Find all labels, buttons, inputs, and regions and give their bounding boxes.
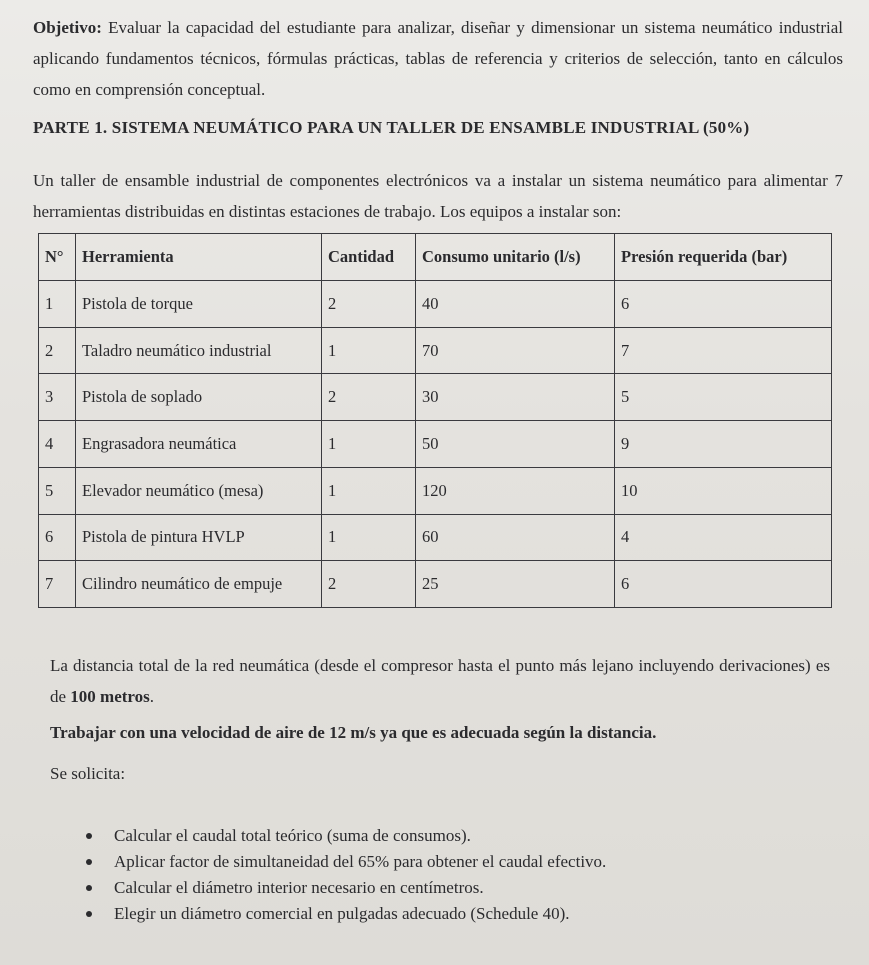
task-text: Elegir un diámetro comercial en pulgadas adecuado (Schedule 40).	[114, 904, 570, 923]
cell-quantity: 2	[322, 374, 416, 421]
part-title: PARTE 1. SISTEMA NEUMÁTICO PARA UN TALLER DE ENSAMBLE INDUSTRIAL (50%)	[33, 118, 750, 137]
cell-pressure: 7	[615, 327, 832, 374]
cell-tool: Engrasadora neumática	[76, 421, 322, 468]
cell-pressure: 6	[615, 561, 832, 608]
cell-consumption: 40	[416, 281, 615, 328]
cell-pressure: 4	[615, 514, 832, 561]
header-number: N°	[39, 234, 76, 281]
table-row	[39, 561, 832, 608]
table-row	[39, 374, 832, 421]
cell-quantity: 2	[322, 281, 416, 328]
bullet-icon	[86, 833, 92, 839]
cell-number: 3	[39, 374, 76, 421]
bullet-icon	[86, 859, 92, 865]
objective-paragraph	[33, 12, 843, 105]
cell-tool: Cilindro neumático de empuje	[76, 561, 322, 608]
list-item	[80, 849, 606, 875]
table-header-row	[39, 234, 832, 281]
cell-pressure: 6	[615, 281, 832, 328]
cell-consumption: 60	[416, 514, 615, 561]
cell-quantity: 1	[322, 467, 416, 514]
header-required-pressure: Presión requerida (bar)	[615, 234, 832, 281]
table-row	[39, 467, 832, 514]
cell-pressure: 5	[615, 374, 832, 421]
header-quantity: Cantidad	[322, 234, 416, 281]
task-text: Calcular el caudal total teórico (suma de consumos).	[114, 826, 471, 845]
cell-quantity: 2	[322, 561, 416, 608]
table-row	[39, 421, 832, 468]
cell-consumption: 25	[416, 561, 615, 608]
list-item	[80, 875, 606, 901]
cell-number: 2	[39, 327, 76, 374]
task-list	[80, 823, 606, 927]
header-tool: Herramienta	[76, 234, 322, 281]
table-row	[39, 514, 832, 561]
cell-tool: Pistola de pintura HVLP	[76, 514, 322, 561]
cell-consumption: 30	[416, 374, 615, 421]
cell-number: 1	[39, 281, 76, 328]
cell-consumption: 120	[416, 467, 615, 514]
header-unit-consumption: Consumo unitario (l/s)	[416, 234, 615, 281]
cell-quantity: 1	[322, 421, 416, 468]
requested-heading: Se solicita:	[50, 764, 126, 783]
cell-quantity: 1	[322, 327, 416, 374]
intro-paragraph: Un taller de ensamble industrial de componentes electrónicos va a instalar un sistema neumático para alimentar 7 herramientas distribuidas en distintas estaciones de trabajo. Los equipos a instalar son:	[33, 171, 843, 221]
bullet-icon	[86, 911, 92, 917]
cell-tool: Pistola de torque	[76, 281, 322, 328]
table-row	[39, 327, 832, 374]
distance-text: La distancia total de la red neumática (desde el compresor hasta el punto más lejano incluyendo derivaciones) es de	[50, 656, 830, 706]
bullet-icon	[86, 885, 92, 891]
cell-consumption: 50	[416, 421, 615, 468]
cell-number: 7	[39, 561, 76, 608]
cell-number: 6	[39, 514, 76, 561]
cell-tool: Taladro neumático industrial	[76, 327, 322, 374]
cell-tool: Pistola de soplado	[76, 374, 322, 421]
cell-pressure: 10	[615, 467, 832, 514]
tools-table	[38, 233, 832, 608]
distance-end: .	[149, 687, 155, 706]
task-text: Calcular el diámetro interior necesario en centímetros.	[114, 878, 484, 897]
distance-paragraph	[50, 650, 830, 712]
list-item	[80, 823, 606, 849]
cell-consumption: 70	[416, 327, 615, 374]
task-text: Aplicar factor de simultaneidad del 65% para obtener el caudal efectivo.	[114, 852, 607, 871]
velocity-note: Trabajar con una velocidad de aire de 12 m/s ya que es adecuada según la distancia.	[50, 723, 657, 742]
list-item	[80, 901, 606, 927]
distance-value: 100 metros	[70, 687, 150, 706]
cell-tool: Elevador neumático (mesa)	[76, 467, 322, 514]
cell-number: 5	[39, 467, 76, 514]
table-row	[39, 281, 832, 328]
cell-quantity: 1	[322, 514, 416, 561]
objective-text: Evaluar la capacidad del estudiante para analizar, diseñar y dimensionar un sistema neumático industrial aplicando fundamentos técnicos, fórmulas prácticas, tablas de referencia y criterios de selección, tanto en cálculos como en comprensión conceptual.	[33, 18, 843, 99]
objective-label: Objetivo:	[33, 18, 102, 37]
cell-number: 4	[39, 421, 76, 468]
cell-pressure: 9	[615, 421, 832, 468]
